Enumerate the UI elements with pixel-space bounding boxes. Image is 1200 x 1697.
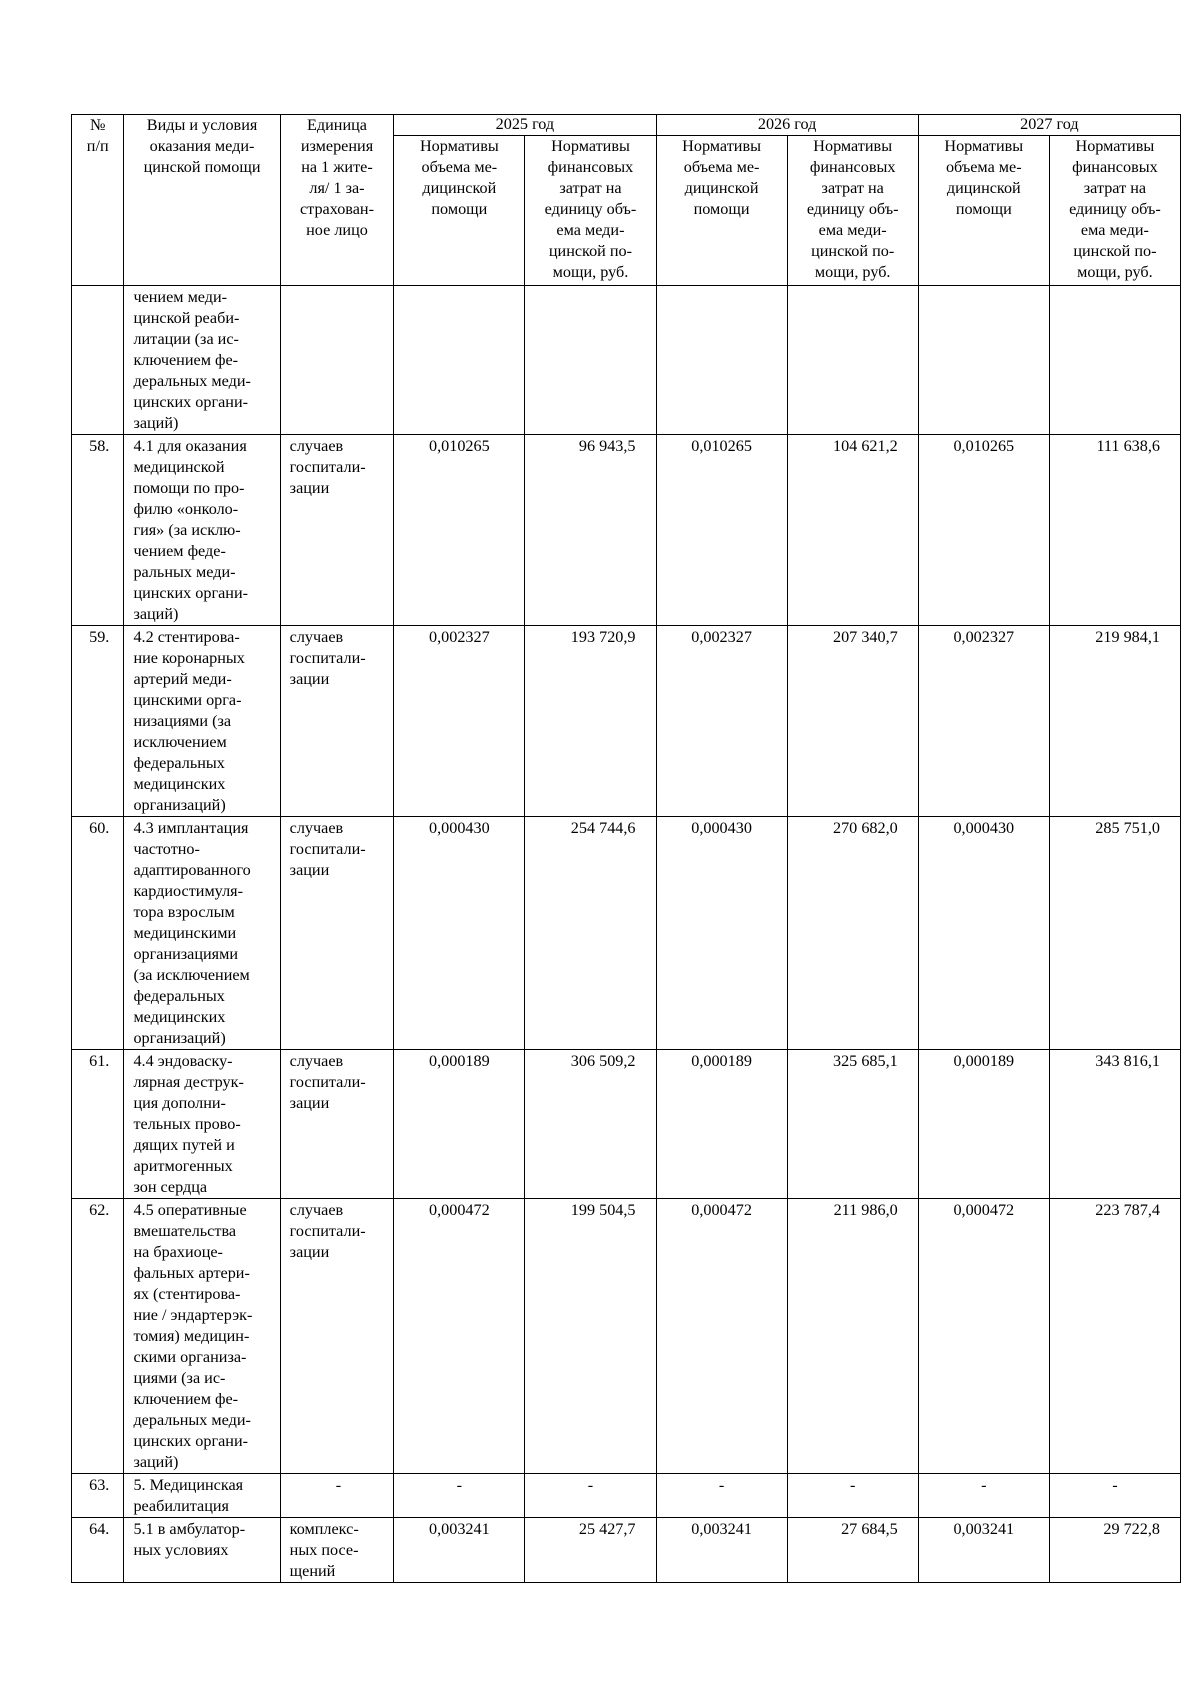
finance-2027: 111 638,6 — [1049, 435, 1180, 626]
table-row — [72, 1199, 1181, 1474]
row-number: 58. — [72, 435, 124, 626]
volume-2026 — [656, 286, 787, 435]
care-kind: 5.1 в амбулатор- ных условиях — [124, 1518, 280, 1583]
finance-2026: 325 685,1 — [787, 1050, 918, 1199]
row-number: 64. — [72, 1518, 124, 1583]
care-kind: 4.1 для оказания медицинской помощи по про- филю «онколо- гия» (за исклю- чением феде- ральных меди- цинских органи- заций) — [124, 435, 280, 626]
volume-2026: 0,010265 — [656, 435, 787, 626]
unit: случаев госпитали- зации — [280, 1050, 394, 1199]
header-volume-2026: Нормативы объема ме- дицинской помощи — [656, 136, 787, 286]
finance-2025: 96 943,5 — [525, 435, 656, 626]
volume-2026: 0,000430 — [656, 817, 787, 1050]
header-unit: Единица измерения на 1 жите- ля/ 1 за- страхован- ное лицо — [280, 115, 394, 286]
finance-2027: 219 984,1 — [1049, 626, 1180, 817]
finance-2026: - — [787, 1474, 918, 1518]
norms-table — [71, 114, 1181, 1583]
volume-2026: - — [656, 1474, 787, 1518]
table-row — [72, 286, 1181, 435]
volume-2027: 0,000189 — [918, 1050, 1049, 1199]
header-finance-2027: Нормативы финансовых затрат на единицу объ- ема меди- цинской по- мощи, руб. — [1049, 136, 1180, 286]
header-year-2025: 2025 год — [394, 115, 656, 136]
finance-2025: 193 720,9 — [525, 626, 656, 817]
finance-2026: 270 682,0 — [787, 817, 918, 1050]
finance-2025: - — [525, 1474, 656, 1518]
volume-2026: 0,000472 — [656, 1199, 787, 1474]
finance-2027 — [1049, 286, 1180, 435]
table-row — [72, 817, 1181, 1050]
finance-2026: 207 340,7 — [787, 626, 918, 817]
volume-2025: 0,000472 — [394, 1199, 525, 1474]
volume-2027 — [918, 286, 1049, 435]
finance-2027: 343 816,1 — [1049, 1050, 1180, 1199]
volume-2027: 0,002327 — [918, 626, 1049, 817]
volume-2025: 0,010265 — [394, 435, 525, 626]
volume-2027: 0,003241 — [918, 1518, 1049, 1583]
care-kind: 5. Медицинская реабилитация — [124, 1474, 280, 1518]
header-row-number: № п/п — [72, 115, 124, 286]
volume-2025 — [394, 286, 525, 435]
finance-2027: - — [1049, 1474, 1180, 1518]
unit: случаев госпитали- зации — [280, 626, 394, 817]
volume-2025: 0,000189 — [394, 1050, 525, 1199]
header-care-kind: Виды и условия оказания меди- цинской помощи — [124, 115, 280, 286]
volume-2025: 0,000430 — [394, 817, 525, 1050]
finance-2025: 25 427,7 — [525, 1518, 656, 1583]
unit: - — [280, 1474, 394, 1518]
header-year-2026: 2026 год — [656, 115, 918, 136]
table-header — [72, 115, 1181, 286]
finance-2026: 211 986,0 — [787, 1199, 918, 1474]
finance-2026: 27 684,5 — [787, 1518, 918, 1583]
unit: случаев госпитали- зации — [280, 817, 394, 1050]
volume-2025: 0,003241 — [394, 1518, 525, 1583]
volume-2027: - — [918, 1474, 1049, 1518]
finance-2026: 104 621,2 — [787, 435, 918, 626]
finance-2026 — [787, 286, 918, 435]
finance-2027: 29 722,8 — [1049, 1518, 1180, 1583]
finance-2027: 285 751,0 — [1049, 817, 1180, 1050]
volume-2025: - — [394, 1474, 525, 1518]
finance-2025: 306 509,2 — [525, 1050, 656, 1199]
table-body — [72, 286, 1181, 1583]
table-row — [72, 435, 1181, 626]
unit: случаев госпитали- зации — [280, 435, 394, 626]
row-number: 59. — [72, 626, 124, 817]
row-number: 60. — [72, 817, 124, 1050]
care-kind: 4.2 стентирова- ние коронарных артерий меди- цинскими орга- низациями (за исключением федеральных медицинских организаций) — [124, 626, 280, 817]
row-number: 62. — [72, 1199, 124, 1474]
table-row — [72, 626, 1181, 817]
care-kind: 4.5 оперативные вмешательства на брахиоце- фальных артери- ях (стентирова- ние / эндартерэк- томия) медицин- скими организа- циями (за ис- ключением фе- деральных меди- цинских органи- заций) — [124, 1199, 280, 1474]
unit: комплекс- ных посе- щений — [280, 1518, 394, 1583]
volume-2026: 0,000189 — [656, 1050, 787, 1199]
care-kind: 4.3 имплантация частотно- адаптированного кардиостимуля- тора взрослым медицинскими организациями (за исключением федеральных медицинских организаций) — [124, 817, 280, 1050]
header-finance-2026: Нормативы финансовых затрат на единицу объ- ема меди- цинской по- мощи, руб. — [787, 136, 918, 286]
row-number — [72, 286, 124, 435]
header-volume-2027: Нормативы объема ме- дицинской помощи — [918, 136, 1049, 286]
care-kind: 4.4 эндоваску- лярная деструк- ция дополни- тельных прово- дящих путей и аритмогенных зон сердца — [124, 1050, 280, 1199]
care-kind: чением меди- цинской реаби- литации (за ис- ключением фе- деральных меди- цинских органи- заций) — [124, 286, 280, 435]
header-year-2027: 2027 год — [918, 115, 1180, 136]
table-row — [72, 1050, 1181, 1199]
volume-2027: 0,000430 — [918, 817, 1049, 1050]
row-number: 63. — [72, 1474, 124, 1518]
volume-2027: 0,010265 — [918, 435, 1049, 626]
finance-2025: 254 744,6 — [525, 817, 656, 1050]
unit — [280, 286, 394, 435]
header-finance-2025: Нормативы финансовых затрат на единицу объ- ема меди- цинской по- мощи, руб. — [525, 136, 656, 286]
volume-2026: 0,002327 — [656, 626, 787, 817]
unit: случаев госпитали- зации — [280, 1199, 394, 1474]
volume-2025: 0,002327 — [394, 626, 525, 817]
table-row — [72, 1474, 1181, 1518]
volume-2027: 0,000472 — [918, 1199, 1049, 1474]
finance-2025 — [525, 286, 656, 435]
row-number: 61. — [72, 1050, 124, 1199]
table-row — [72, 1518, 1181, 1583]
finance-2025: 199 504,5 — [525, 1199, 656, 1474]
finance-2027: 223 787,4 — [1049, 1199, 1180, 1474]
volume-2026: 0,003241 — [656, 1518, 787, 1583]
header-volume-2025: Нормативы объема ме- дицинской помощи — [394, 136, 525, 286]
